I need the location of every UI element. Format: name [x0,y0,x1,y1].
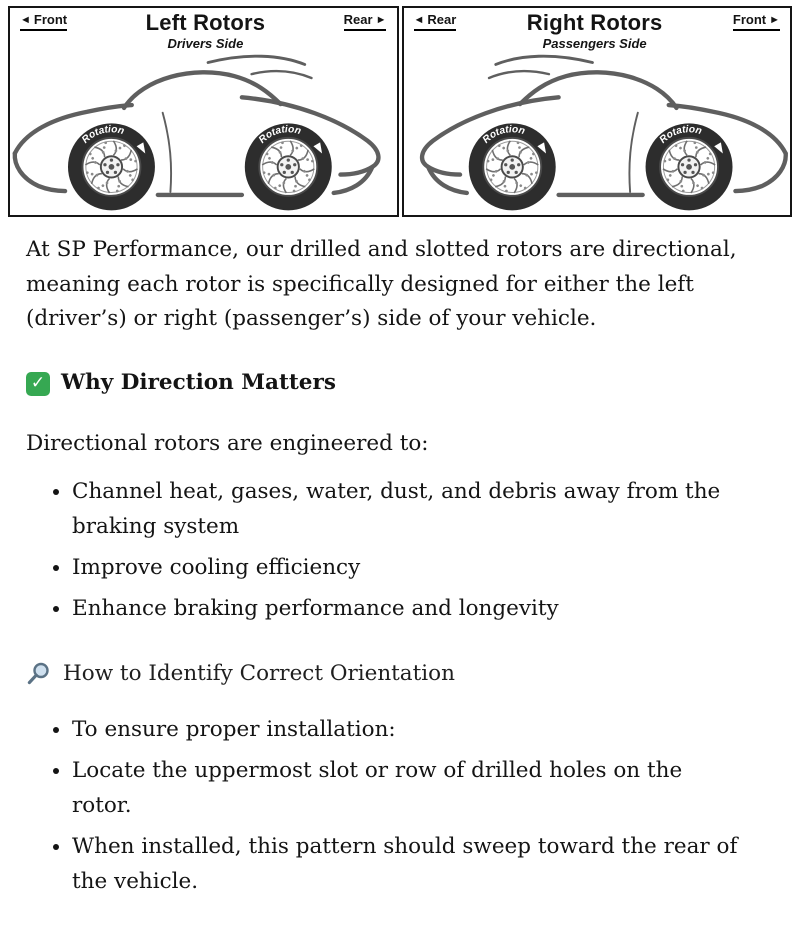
list-item: • When installed, this pattern should sweep toward the rear of the vehicle. [72,830,742,899]
left-arrow-icon: ◄ [20,14,31,27]
intro-paragraph: At SP Performance, our drilled and slotted rotors are directional, meaning each rotor is specifically designed for either the left (driver’s) or right (passenger’s) side of your vehicle. [26,237,737,331]
list-item: • Locate the uppermost slot or row of drilled holes on the rotor. [72,754,742,823]
left-arrow-icon: ◄ [413,14,425,27]
right-arrow-icon: ► [769,14,780,27]
left-panel-titles [146,10,266,51]
article-body [0,217,800,932]
right-panel-header [404,8,791,51]
benefits-list [26,475,742,627]
heading-text: How to Identify Correct Orientation [63,660,455,686]
heading-text: Why Direction Matters [61,370,336,396]
right-arrow-icon: ► [375,14,387,27]
car-diagram-left [10,49,397,215]
list-item: • To ensure proper installation: [72,713,742,747]
direction-text: Front [33,12,68,27]
rotor-direction-diagram [8,6,792,217]
panel-title: Left Rotors [145,10,266,35]
rotation-label: Rotation [80,124,126,146]
direction-text: Rear [343,12,373,27]
lead-paragraph: Directional rotors are engineered to: [26,430,429,456]
car-diagram-right [404,49,791,215]
orientation-list [26,713,742,899]
rear-direction-label [414,13,457,31]
left-panel-header [10,8,397,51]
panel-subtitle: Drivers Side [167,36,244,51]
list-item: • Enhance braking performance and longevity [72,592,742,626]
rotation-label: Rotation [657,124,703,146]
rotation-label: Rotation [256,124,303,146]
front-direction-label [733,13,780,31]
direction-text: Rear [427,12,457,27]
list-item: • Channel heat, gases, water, dust, and debris away from the braking system [72,475,742,544]
check-icon: ✓ [26,372,50,396]
panel-subtitle: Passengers Side [542,36,647,51]
left-rotors-panel [8,6,399,217]
right-rotors-panel [402,6,793,217]
list-item: • Improve cooling efficiency [72,551,742,585]
rotation-label: Rotation [480,124,526,146]
rear-direction-label [344,13,387,31]
panel-title: Right Rotors [526,10,663,35]
front-direction-label [20,13,67,31]
magnifier-icon [26,661,52,687]
section-heading-identify-orientation [26,657,742,691]
section-heading-why-direction-matters [26,366,742,400]
direction-text: Front [732,12,767,27]
right-panel-titles [527,10,663,51]
